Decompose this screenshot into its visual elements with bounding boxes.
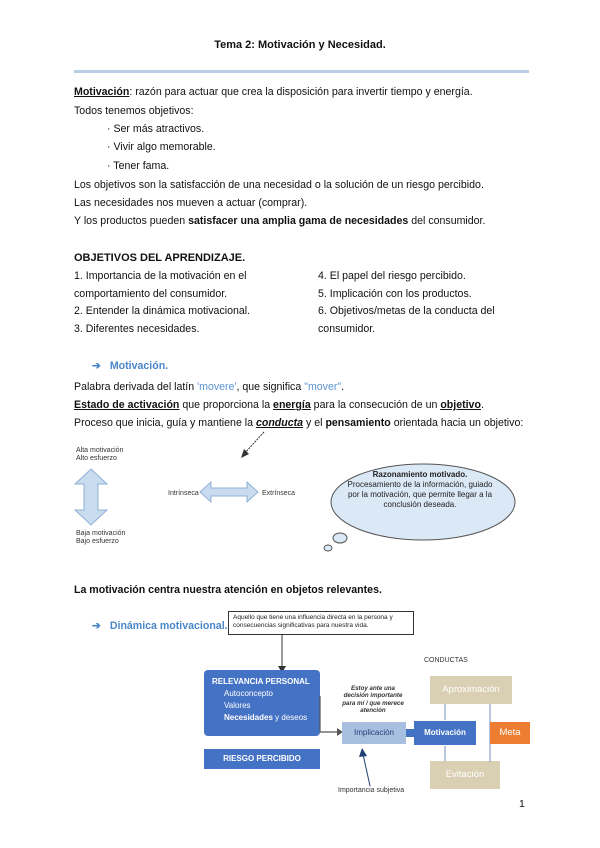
paragraph-line: Los objetivos son la satisfacción de una necesidad o la solución de un riesgo percibido. [74,179,484,191]
proceso-line [74,416,523,430]
estado-line [74,398,484,412]
bold-text: satisfacer una amplia gama de necesidades [188,215,409,227]
text: del consumidor. [408,215,486,227]
objetivo-item: 4. El papel del riesgo percibido. [318,270,466,282]
implicacion-box: Implicación [342,722,406,744]
objetivo-item: 6. Objetivos/metas de la conducta del [318,305,495,317]
cloud-body: Procesamiento de la información, guiado por la motivación, que permite llegar a la conclusión deseada. [347,480,493,509]
alta-motivacion-label [76,447,123,463]
text: Y los productos pueden [74,215,189,227]
motivacion-def-text: : razón para actuar que crea la disposición para invertir tiempo y energía. [129,86,473,98]
dinamica-heading [92,620,228,632]
intrinseca-label: Intrínseca [168,490,199,497]
text: . [480,399,484,411]
pointer-arrow-icon [238,430,268,460]
text: Palabra derivada del latín [74,381,198,393]
objetivos-left-column [74,268,324,338]
title-divider [74,70,529,73]
arrow-right-icon: ➔ [92,360,101,372]
connector-arrow-icon [318,692,344,746]
paragraph-line [74,214,485,228]
riesgo-percibido-box: RIESGO PERCIBIDO [204,749,320,769]
cloud-content [344,470,496,510]
bold-text: conducta [255,417,304,429]
text: y el [303,417,326,429]
objetivo-item: 3. Diferentes necesidades. [74,322,200,335]
objetivos-right-column [318,268,568,338]
text: y deseos [272,713,308,722]
bold-text: pensamiento [325,417,391,429]
arrow-right-icon: ➔ [92,620,101,632]
relevancia-item: Autoconcepto [224,689,273,698]
todos-objetivos: Todos tenemos objetivos: [74,105,194,117]
text: , que significa [236,381,305,393]
objetivo-item: consumidor. [318,322,376,335]
label: Baja motivación [76,530,126,537]
latin-word: 'movere' [197,381,237,393]
page-title: Tema 2: Motivación y Necesidad. [214,39,386,51]
evitacion-box: Evitación [430,761,500,789]
objetivo-item: 1. Importancia de la motivación en el [74,270,247,282]
relevancia-item: Valores [224,701,251,710]
page-number: 1 [519,798,525,810]
objetivos-heading: OBJETIVOS DEL APRENDIZAJE. [74,252,246,264]
text: . [341,381,345,393]
aproximacion-box: Aproximación [430,676,512,704]
atencion-line: La motivación centra nuestra atención en objetos relevantes. [74,584,382,596]
motivacion-definition [74,85,473,99]
cloud-title: Razonamiento motivado. [372,470,468,479]
objetivo-item: comportamiento del consumidor. [74,287,228,300]
horizontal-double-arrow-icon [199,480,259,504]
relevancia-title: RELEVANCIA PERSONAL [212,677,310,686]
latin-line [74,380,344,394]
relevancia-personal-box [204,670,320,736]
up-arrow-icon [358,748,374,786]
bullet-item: · Vivir algo memorable. [107,141,216,153]
objetivo-item: 5. Implicación con los productos. [318,287,472,300]
objetivo-item: 2. Entender la dinámica motivacional. [74,305,251,317]
bold-text: objetivo [440,399,481,411]
motivacion-box: Motivación [414,721,476,745]
text: Proceso que inicia, guía y mantiene la [74,417,256,429]
conductas-label: CONDUCTAS [424,657,468,664]
meta-box: Meta [490,722,530,744]
motivacion-heading-text: Motivación. [109,360,169,372]
label: Alta motivación [76,447,124,454]
vertical-double-arrow-icon [74,468,108,526]
bullet-item: · Tener fama. [107,160,170,172]
bullet-item: · Ser más atractivos. [107,123,205,135]
baja-motivacion-label [76,530,125,546]
extrinseca-label: Extrínseca [262,490,296,497]
down-arrow-icon [276,634,288,674]
label: Alto esfuerzo [76,455,117,462]
paragraph-line: Las necesidades nos mueven a actuar (comprar). [74,197,308,209]
motivacion-heading [92,360,168,372]
importancia-label: Importancia subjetiva [338,787,405,794]
label: Bajo esfuerzo [76,538,119,545]
text: orientada hacia un objetivo: [390,417,524,429]
text: para la consecución de un [310,399,441,411]
text: que proporciona la [179,399,274,411]
latin-meaning: "mover" [304,381,342,393]
bold-text: energía [273,399,311,411]
relevancia-item [212,712,312,724]
motivacion-term: Motivación [74,86,130,98]
bold-text: Estado de activación [74,399,180,411]
note-box: Aquello que tiene una influencia directa en la persona y consecuencias significativas para nuestra vida. [228,611,414,635]
dinamica-heading-text: Dinámica motivacional. [109,620,228,632]
bold-text: Necesidades [224,713,273,722]
estoy-note: Estoy ante una decisión importante para mí / que merece atención [342,685,404,715]
